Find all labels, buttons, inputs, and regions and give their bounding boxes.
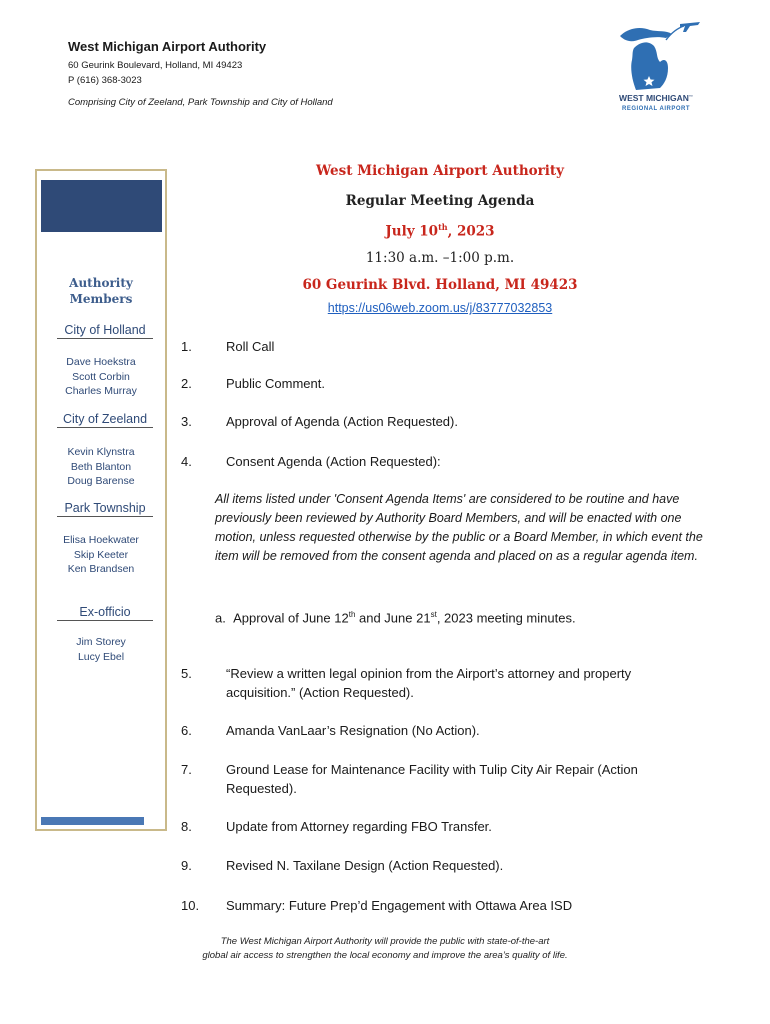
item-text: Ground Lease for Maintenance Facility with Tulip City Air Repair (Action Requested).	[226, 762, 638, 796]
item-text: “Review a written legal opinion from the Airport’s attorney and property acquisition.” (Action Requested).	[226, 666, 632, 700]
agenda-subtitle: Regular Meeting Agenda	[345, 193, 535, 209]
sub-item-sup-1: th	[348, 610, 356, 619]
group-title-ex-officio: Ex-officio	[57, 605, 153, 621]
member-name: Dave Hoekstra	[66, 356, 136, 368]
logo-line2: REGIONAL AIRPORT	[621, 106, 691, 112]
zoom-link[interactable]: https://us06web.zoom.us/j/83777032853	[327, 301, 553, 315]
members-heading-line1: Authority	[69, 276, 133, 290]
mission-line-2: global air access to strengthen the local economy and improve the area’s quality of life.	[202, 950, 568, 961]
group-title-holland: City of Holland	[57, 323, 153, 339]
item-text: Consent Agenda (Action Requested):	[226, 454, 441, 469]
organization-phone: P (616) 368-3023	[68, 75, 142, 86]
consent-sub-item	[215, 605, 705, 627]
members-sidebar	[35, 169, 167, 831]
member-name: Elisa Hoekwater	[63, 534, 139, 546]
group-title-park-township: Park Township	[57, 501, 153, 517]
mission-statement	[130, 935, 640, 963]
member-list-park-township	[37, 533, 165, 577]
member-name: Lucy Ebel	[77, 650, 125, 663]
members-heading	[37, 275, 165, 307]
item-text: Update from Attorney regarding FBO Transfer.	[226, 819, 492, 834]
member-name: Jim Storey	[76, 636, 126, 648]
item-number: 3.	[181, 414, 192, 429]
member-name: Skip Keeter	[73, 548, 129, 561]
sidebar-bottom-bar	[41, 817, 144, 825]
logo-trademark: ™	[688, 94, 693, 99]
member-name: Kevin Klynstra	[67, 446, 135, 458]
member-name: Scott Corbin	[72, 370, 130, 383]
meeting-date-year: , 2023	[447, 223, 495, 240]
item-number: 8.	[181, 819, 192, 834]
item-text: Approval of Agenda (Action Requested).	[226, 414, 458, 429]
sidebar-header-box	[41, 180, 162, 232]
meeting-date	[180, 222, 700, 240]
logo-line1: WEST MICHIGAN	[619, 93, 689, 103]
sub-item-letter: a.	[215, 610, 226, 626]
item-number: 5.	[181, 666, 192, 681]
meeting-location: 60 Geurink Blvd. Holland, MI 49423	[302, 277, 578, 293]
item-number: 7.	[181, 762, 192, 777]
agenda-title: West Michigan Airport Authority	[316, 163, 564, 179]
members-heading-line2: Members	[69, 292, 133, 306]
item-number: 6.	[181, 723, 192, 738]
member-list-zeeland	[37, 445, 165, 489]
michigan-map-icon	[606, 18, 706, 113]
member-name: Ken Brandsen	[67, 563, 135, 575]
organization-name: West Michigan Airport Authority	[68, 39, 267, 54]
meeting-date-day: July 10	[385, 223, 439, 240]
sub-item-sup-2: st	[430, 610, 437, 619]
sub-item-text-3: , 2023 meeting minutes.	[436, 610, 576, 626]
group-title-zeeland: City of Zeeland	[57, 412, 153, 428]
organization-address: 60 Geurink Boulevard, Holland, MI 49423	[68, 60, 243, 71]
item-text: Public Comment.	[226, 376, 325, 391]
item-text: Revised N. Taxilane Design (Action Requested).	[226, 858, 504, 873]
meeting-time: 11:30 a.m. –1:00 p.m.	[365, 250, 515, 266]
item-number: 1.	[181, 339, 192, 354]
item-number: 10.	[181, 898, 200, 913]
svg-text:WEST MICHIGAN™	[619, 93, 693, 103]
item-text: Summary: Future Prep’d Engagement with Ottawa Area ISD	[226, 898, 573, 913]
item-text: Roll Call	[226, 339, 275, 354]
item-number: 4.	[181, 454, 192, 469]
organization-comprising: Comprising City of Zeeland, Park Township and City of Holland	[68, 97, 333, 108]
meeting-date-suffix: th	[438, 222, 448, 232]
member-name: Beth Blanton	[70, 460, 132, 473]
member-name: Doug Barense	[67, 475, 135, 487]
item-number: 2.	[181, 376, 192, 391]
item-number: 9.	[181, 858, 192, 873]
sub-item-text-2: and June 21	[355, 610, 431, 626]
member-list-holland	[37, 355, 165, 399]
consent-agenda-note: All items listed under 'Consent Agenda Items' are considered to be routine and have previously been reviewed by Authority Board Members, and will be enacted with one motion, unless requested otherwise by the public or a Board Member, in which event the item will be removed from the consent agenda and placed on as a regular agenda item.	[215, 492, 703, 563]
member-name: Charles Murray	[65, 385, 137, 397]
mission-line-1: The West Michigan Airport Authority will provide the public with state-of-the-art	[220, 936, 550, 947]
airport-logo	[606, 18, 706, 113]
member-list-ex-officio	[37, 635, 165, 664]
item-text: Amanda VanLaar’s Resignation (No Action).	[226, 723, 480, 738]
sub-item-text-1: Approval of June 12	[233, 610, 349, 626]
